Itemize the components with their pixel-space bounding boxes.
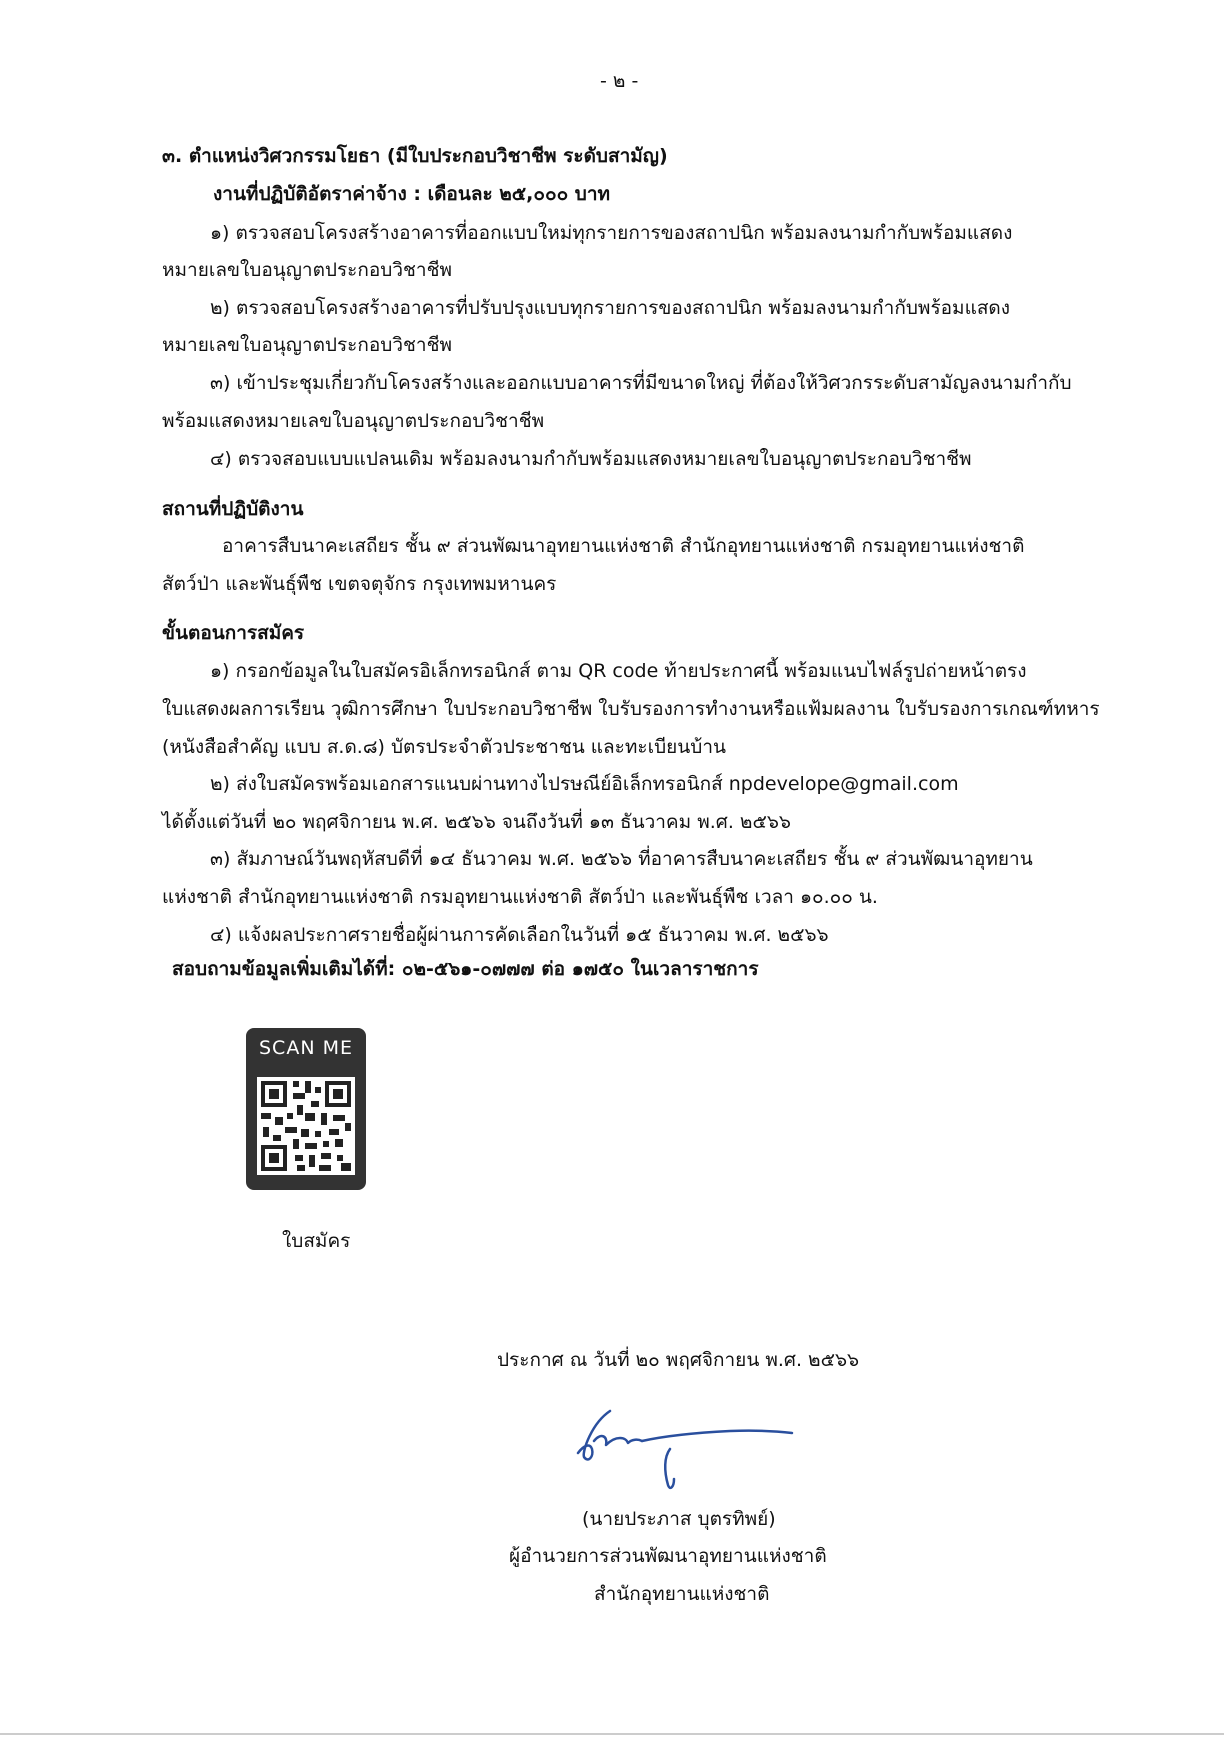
workplace-line2: สัตว์ป่า และพันธุ์พืช เขตจตุจักร กรุงเทพมหานคร	[162, 573, 557, 595]
duty-3-line2: พร้อมแสดงหมายเลขใบอนุญาตประกอบวิชาชีพ	[162, 410, 545, 432]
page-number: - ๒ -	[600, 70, 639, 92]
wage-line: งานที่ปฏิบัติอัตราค่าจ้าง : เดือนละ ๒๕,๐๐๐ บาท	[213, 183, 611, 205]
workplace-heading: สถานที่ปฏิบัติงาน	[162, 498, 304, 520]
signer-position1: ผู้อำนวยการส่วนพัฒนาอุทยานแห่งชาติ	[509, 1545, 827, 1567]
page-bottom-edge	[0, 1733, 1224, 1735]
step3-line1: ๓) สัมภาษณ์วันพฤหัสบดีที่ ๑๔ ธันวาคม พ.ศ. ๒๕๖๖ ที่อาคารสืบนาคะเสถียร ชั้น ๙ ส่วนพัฒนาอุทยาน	[210, 848, 1033, 870]
step1-line3: (หนังสือสำคัญ แบบ ส.ด.๘) บัตรประจำตัวประชาชน และทะเบียนบ้าน	[162, 736, 727, 758]
duty-2-line1: ๒) ตรวจสอบโครงสร้างอาคารที่ปรับปรุงแบบทุกรายการของสถาปนิก พร้อมลงนามกำกับพร้อมแสดง	[210, 297, 1011, 319]
duty-2-line2: หมายเลขใบอนุญาตประกอบวิชาชีพ	[162, 334, 453, 356]
qr-code-graphic	[257, 1077, 355, 1175]
workplace-line1: อาคารสืบนาคะเสถียร ชั้น ๙ ส่วนพัฒนาอุทยานแห่งชาติ สำนักอุทยานแห่งชาติ กรมอุทยานแห่งชาติ	[222, 535, 1025, 557]
step1-line1: ๑) กรอกข้อมูลในใบสมัครอิเล็กทรอนิกส์ ตาม QR code ท้ายประกาศนี้ พร้อมแนบไฟล์รูปถ่ายหน้าตรง	[210, 660, 1027, 682]
announce-date: ประกาศ ณ วันที่ ๒๐ พฤศจิกายน พ.ศ. ๒๕๖๖	[497, 1349, 860, 1371]
qr-code-card[interactable]	[246, 1028, 366, 1190]
scan-me-label: SCAN ME	[259, 1037, 353, 1059]
signature	[570, 1405, 800, 1495]
qr-caption: ใบสมัคร	[282, 1230, 351, 1252]
step4-line1: ๔) แจ้งผลประกาศรายชื่อผู้ผ่านการคัดเลือกในวันที่ ๑๕ ธันวาคม พ.ศ. ๒๕๖๖	[210, 924, 829, 946]
step3-line2: แห่งชาติ สำนักอุทยานแห่งชาติ กรมอุทยานแห่งชาติ สัตว์ป่า และพันธุ์พืช เวลา ๑๐.๐๐ น.	[162, 886, 878, 908]
qr-code[interactable]	[257, 1077, 355, 1175]
duty-1-line1: ๑) ตรวจสอบโครงสร้างอาคารที่ออกแบบใหม่ทุกรายการของสถาปนิก พร้อมลงนามกำกับพร้อมแสดง	[210, 222, 1013, 244]
step2-line1: ๒) ส่งใบสมัครพร้อมเอกสารแนบผ่านทางไปรษณีย์อิเล็กทรอนิกส์ npdevelope@gmail.com	[210, 773, 959, 795]
duty-4-line1: ๔) ตรวจสอบแบบแปลนเดิม พร้อมลงนามกำกับพร้อมแสดงหมายเลขใบอนุญาตประกอบวิชาชีพ	[210, 448, 972, 470]
duty-1-line2: หมายเลขใบอนุญาตประกอบวิชาชีพ	[162, 259, 453, 281]
step1-line2: ใบแสดงผลการเรียน วุฒิการศึกษา ใบประกอบวิชาชีพ ใบรับรองการทำงานหรือแฟ้มผลงาน ใบรับรองการเกณฑ์ทหาร	[162, 698, 1100, 720]
contact-line: สอบถามข้อมูลเพิ่มเติมได้ที่: ๐๒-๕๖๑-๐๗๗๗ ต่อ ๑๗๕๐ ในเวลาราชการ	[172, 958, 759, 980]
duty-3-line1: ๓) เข้าประชุมเกี่ยวกับโครงสร้างและออกแบบอาคารที่มีขนาดใหญ่ ที่ต้องให้วิศวกรระดับสามัญลงนามกำกับ	[210, 372, 1072, 394]
signer-position2: สำนักอุทยานแห่งชาติ	[594, 1583, 770, 1605]
section-title: ๓. ตำแหน่งวิศวกรรมโยธา (มีใบประกอบวิชาชีพ ระดับสามัญ)	[162, 145, 668, 167]
procedure-heading: ขั้นตอนการสมัคร	[162, 622, 305, 644]
signer-name: (นายประภาส บุตรทิพย์)	[582, 1508, 776, 1530]
step2-line2: ได้ตั้งแต่วันที่ ๒๐ พฤศจิกายน พ.ศ. ๒๕๖๖ จนถึงวันที่ ๑๓ ธันวาคม พ.ศ. ๒๕๖๖	[162, 811, 791, 833]
